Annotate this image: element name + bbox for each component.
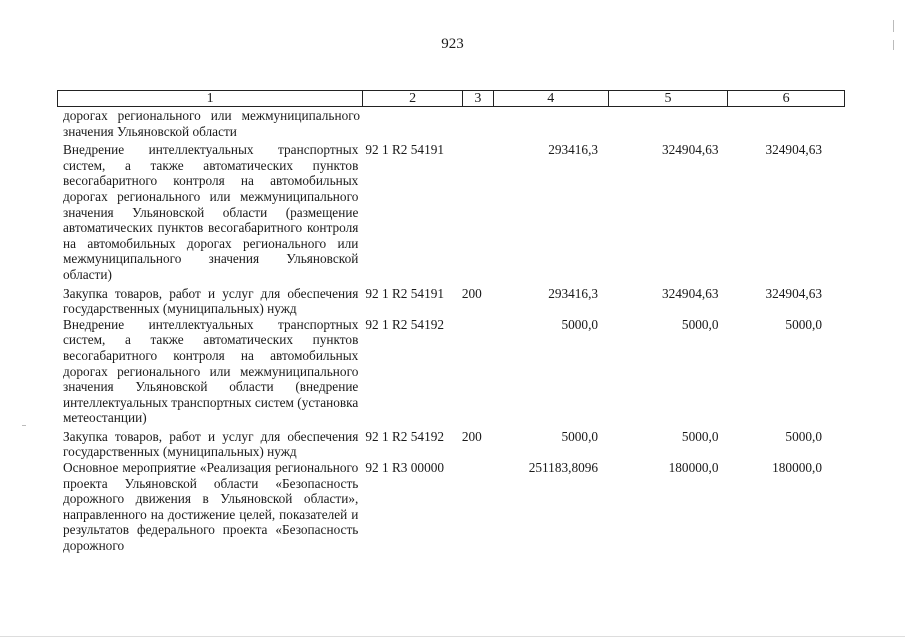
row-value-2: 180000,0 (668, 460, 719, 476)
row-code: 92 1 R2 54191 (365, 285, 445, 301)
row-value-2: 324904,63 (661, 285, 719, 301)
table-row (63, 429, 845, 460)
scan-artifact-right (893, 20, 894, 32)
row-description: Закупка товаров, работ и услуг для обеспечения государственных (муниципальных) нужд (63, 285, 359, 317)
row-code: 92 1 R2 54192 (365, 316, 445, 332)
row-code: 92 1 R2 54191 (365, 142, 445, 158)
row-value-3: 5000,0 (785, 428, 822, 444)
row-description: дорогах регионального или межмуниципального значения Ульяновской области (63, 108, 360, 139)
table-row (63, 142, 845, 282)
table-header-row (57, 90, 845, 107)
header-col-6: 6 (782, 91, 790, 106)
header-col-5: 5 (609, 91, 729, 106)
scan-artifact-bottom (0, 636, 905, 637)
row-value-1: 5000,0 (561, 428, 599, 444)
row-value-2: 324904,63 (661, 142, 719, 158)
row-value-1: 293416,3 (548, 285, 599, 301)
page-number: 923 (441, 36, 464, 52)
header-col-2: 2 (363, 91, 463, 106)
row-description: Основное мероприятие «Реализация регионального проекта Ульяновской области «Безопасность дорожного движения в Ульяновской области», направленного на достижение целей, показателей и результатов федерального проекта «Безопасность дорожного (63, 460, 359, 554)
header-col-3: 3 (463, 91, 494, 106)
header-col-4: 4 (494, 91, 609, 106)
table-row (63, 460, 845, 554)
table-row (63, 108, 845, 139)
row-value-1: 5000,0 (561, 316, 599, 332)
row-description: Закупка товаров, работ и услуг для обеспечения государственных (муниципальных) нужд (63, 428, 359, 460)
scan-artifact-right (893, 40, 894, 50)
row-value-3: 5000,0 (785, 316, 822, 332)
row-description: Внедрение интеллектуальных транспортных систем, а также автоматических пунктов весогабаритного контроля на автомобильных дорогах регионального или межмуниципального значения Ульяновской области (размещение автоматических пунктов весогабаритного контроля на автомобильных дорогах регионального или межмуниципального значения Ульяновской области) (63, 142, 359, 282)
row-description: Внедрение интеллектуальных транспортных систем, а также автоматических пунктов весогабаритного контроля на автомобильных дорогах регионального или межмуниципального значения Ульяновской области (внедрение интеллектуальных транспортных систем (установка метеостанции) (63, 316, 359, 426)
row-code: 92 1 R2 54192 (365, 428, 445, 444)
row-value-2: 5000,0 (681, 428, 719, 444)
header-col-1: 1 (58, 91, 363, 106)
row-value-2: 5000,0 (681, 316, 719, 332)
table-body (63, 108, 845, 554)
row-value-1: 251183,8096 (528, 460, 599, 476)
row-value-3: 324904,63 (765, 142, 822, 158)
row-type: 200 (461, 428, 482, 444)
row-value-1: 293416,3 (548, 142, 599, 158)
row-code: 92 1 R3 00000 (365, 460, 445, 476)
row-value-3: 324904,63 (765, 285, 822, 301)
scan-artifact-left (22, 425, 26, 426)
table-row (63, 317, 845, 426)
table-row (63, 286, 845, 317)
row-type: 200 (461, 285, 482, 301)
row-value-3: 180000,0 (772, 460, 822, 476)
